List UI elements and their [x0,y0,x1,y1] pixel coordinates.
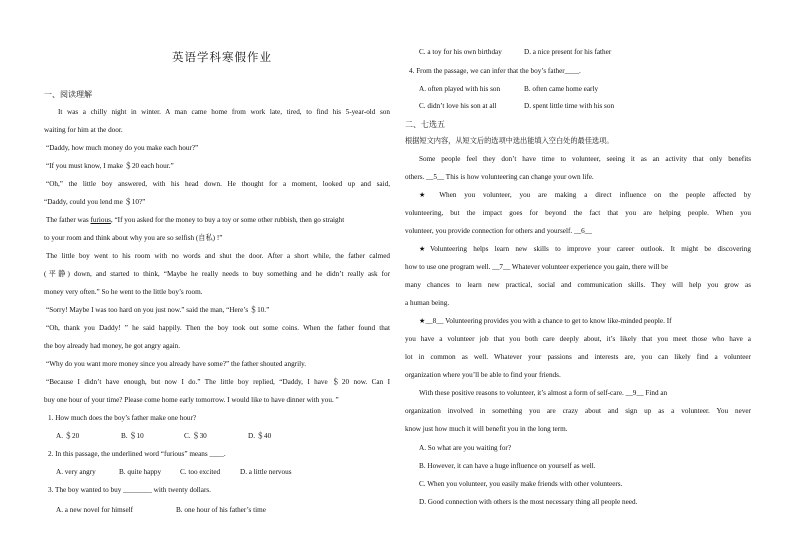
question-2-option-a[interactable]: A. very angry [56,468,96,476]
passage-line: “Daddy, how much money do you make each hour?” [46,144,199,152]
question-4-option-b[interactable]: B. often came home early [524,85,599,93]
question-2: 2. In this passage, the underlined word “furious” means ____. [48,450,226,458]
choice-option-d[interactable]: D. Good connection with others is the most necessary thing all people need. [419,498,638,506]
blank-8[interactable]: __8__ [425,317,444,325]
passage-line-furious [46,216,344,225]
passage-line: the boy already had money, he got angry again. [44,342,181,350]
question-4-option-c[interactable]: C. didn’t love his son at all [419,102,497,110]
passage-line: organization where you’ll be able to find your friends. [405,371,561,379]
passage-line: buy one hour of your time? Please come home early tomorrow. I would like to have dinner with you. ” [44,396,339,404]
passage-text: volunteer, you provide connection for others and yourself. [405,227,574,235]
blank-5[interactable]: __5__ [426,173,445,181]
passage-text: The father was [46,216,91,224]
choice-option-a[interactable]: A. So what are you waiting for? [419,444,512,452]
question-2-option-d[interactable]: D. a little nervous [240,468,292,476]
passage-line: (平静) down, and started to think, “Maybe he really needs to buy something and he didn’t really ask for [44,270,390,278]
passage-text: Find an [643,389,668,397]
passage-text: With these positive reasons to volunteer, it’s almost a form of self-care. [419,389,626,397]
passage-text: , “If you asked for the money to buy a toy or some other rubbish, then go straight [110,216,345,224]
passage-line-blank-9 [419,389,667,398]
passage-line: “Oh,” the little boy answered, with his head down. He thought for a moment, looked up and said, [46,180,390,188]
passage-text: others. [405,173,427,181]
passage-line: organization involved in something you are crazy about and sign up as a volunteer. You never [405,407,751,415]
passage-text: Volunteering provides you with a chance to get to know like-minded people. If [443,317,672,325]
blank-6[interactable]: __6__ [573,227,592,235]
choice-option-b[interactable]: B. However, it can have a huge influence on yourself as well. [419,462,596,470]
question-4-option-d[interactable]: D. spent little time with his son [524,102,615,110]
passage-line: know just how much it will benefit you in the long term. [405,425,568,433]
passage-line: many chances to learn new practical, social and communication skills. They will help you grow as [405,281,751,289]
passage-line: lot in common as well. Whatever your passions and interests are, you can likely find a volunteer [405,353,751,361]
passage-line: money very often.” So he went to the little boy’s room. [44,288,203,296]
underlined-word-furious: furious [90,216,111,224]
passage-line: waiting for him at the door. [44,126,123,134]
blank-9[interactable]: __9__ [625,389,644,397]
question-1-option-c[interactable]: C. ＄30 [184,432,207,440]
passage-text: This is how volunteering can change your own life. [444,173,594,181]
question-4-option-a[interactable]: A. often played with his son [419,85,501,93]
passage-line: “Daddy, could you lend me ＄10?” [44,198,146,206]
passage-line: you have a volunteer job that you both care deeply about, it’s likely that you meet those who have a [405,335,751,343]
question-1-option-a[interactable]: A. ＄20 [56,432,80,440]
question-3-option-d[interactable]: D. a nice present for his father [524,48,612,56]
passage-line-blank-8 [419,317,672,326]
passage-line: It was a chilly night in winter. A man came home from work late, tired, to find his 5-year-old son [58,108,390,116]
question-3-option-a[interactable]: A. a new novel for himself [56,506,134,514]
section-instruction: 根据短文内容，从短文后的选项中选出能填入空白处的最佳选项。 [405,137,614,145]
question-1-option-b[interactable]: B. ＄10 [121,432,144,440]
question-2-option-b[interactable]: B. quite happy [119,468,162,476]
passage-line: “If you must know, I make ＄20 each hour.” [46,162,174,170]
question-2-option-c[interactable]: C. too excited [180,468,221,476]
question-1: 1. How much does the boy’s father make one hour? [48,414,197,422]
passage-line: The little boy went to his room with no words and shut the door. After a short while, the father calmed [46,252,390,260]
section-heading-reading: 一、阅读理解 [44,90,92,99]
page-title: 英语学科寒假作业 [172,52,272,64]
passage-line: to your room and think about why you are so selfish (自私) !” [44,234,223,242]
passage-line-blank-7 [405,263,668,272]
question-3-option-c[interactable]: C. a toy for his own birthday [419,48,502,56]
passage-line-blank-6 [405,227,592,236]
question-4: 4. From the passage, we can infer that the boy’s father____. [409,67,581,75]
passage-text: how to use one program well. [405,263,493,271]
passage-line: “Oh, thank you Daddy! ” he said happily. Then the boy took out some coins. When the father found that [46,324,390,332]
passage-line: “Sorry! Maybe I was too hard on you just now.” said the man, “Here’s ＄10.” [46,306,270,314]
passage-text: Whatever volunteer experience you gain, there will be [510,263,668,271]
question-3: 3. The boy wanted to buy ________ with twenty dollars. [48,486,211,494]
passage-line: Some people feel they don’t have time to volunteer, seeing it as an activity that only benefits [419,155,751,163]
blank-7[interactable]: __7__ [492,263,511,271]
passage-line: ★Volunteering helps learn new skills to improve your career outlook. It might be discovering [419,245,751,253]
passage-line: a human being. [405,299,450,307]
question-3-option-b[interactable]: B. one hour of his father’s time [176,506,266,514]
passage-line-blank-5 [405,173,594,182]
choice-option-c[interactable]: C. When you volunteer, you easily make friends with other volunteers. [419,480,623,488]
passage-line: ★ When you volunteer, you are making a direct influence on the people affected by [419,191,751,199]
passage-line: “Why do you want more money since you already have some?” the father shouted angrily. [46,360,306,368]
passage-line: “Because I didn’t have enough, but now I do.” The little boy replied, “Daddy, I have ＄20 now. Can I [46,378,390,386]
question-1-option-d[interactable]: D. ＄40 [248,432,272,440]
section-heading-seven-choose-five: 二、七选五 [405,120,445,129]
passage-line: volunteering, but the impact goes for beyond the fact that you are helping people. When you [405,209,751,217]
star-icon: ★ [419,317,426,325]
